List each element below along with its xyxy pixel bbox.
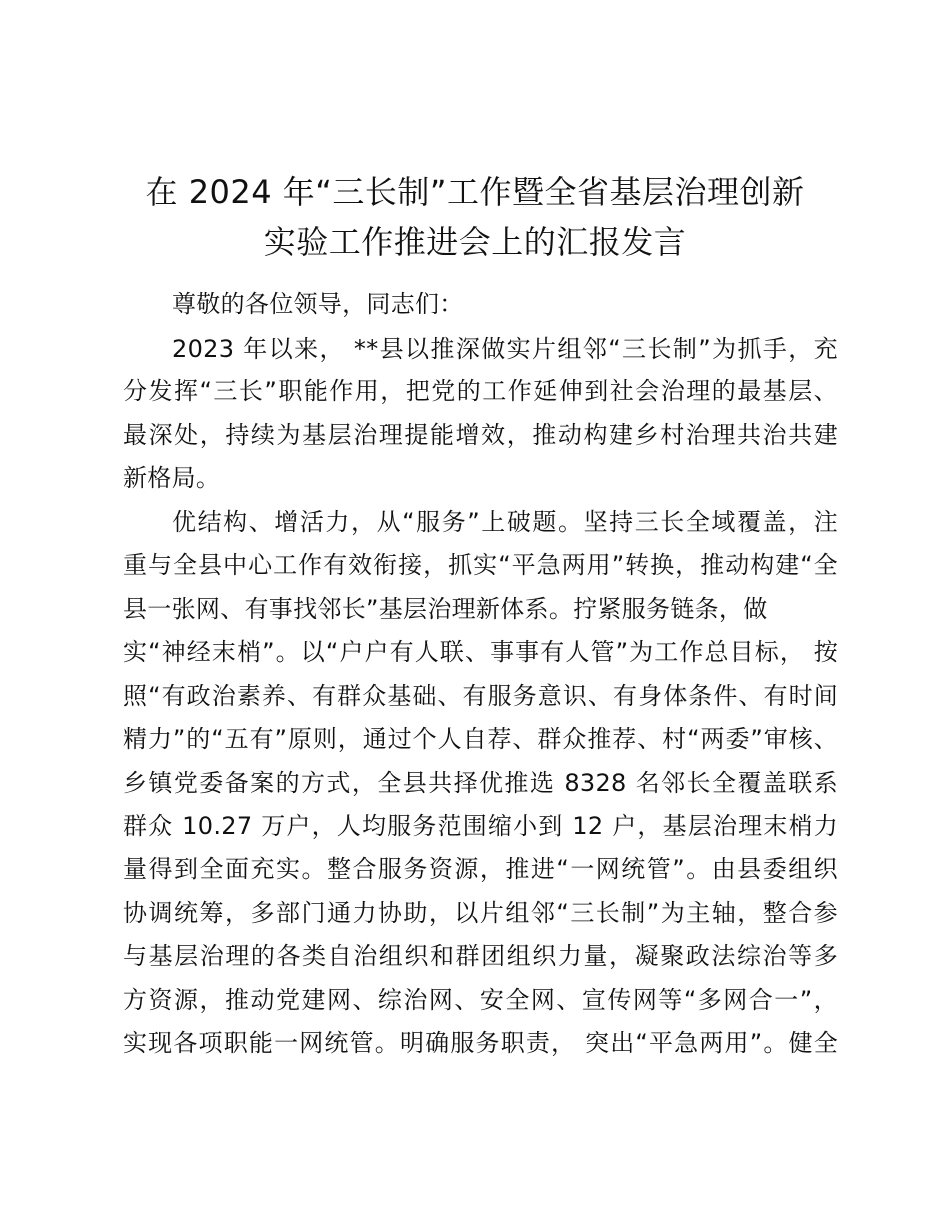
paragraph-line: 分发挥“三长”职能作用，把党的工作延伸到社会治理的最基层、 (123, 377, 838, 405)
paragraph-line: 县一张网、有事找邻长”基层治理新体系。拧紧服务链条，做 (123, 595, 768, 623)
paragraph-line: 重与全县中心工作有效衔接，抓实“平急两用”转换，推动构建“全 (123, 551, 838, 579)
paragraph-line: 量得到全面充实。整合服务资源，推进“一网统管”。由县委组织 (123, 855, 838, 883)
paragraph-line: 2023 年以来， **县以推深做实片组邻“三长制”为抓手，充 (172, 335, 838, 363)
paragraph-line: 与基层治理的各类自治组织和群团组织力量，凝聚政法综治等多 (123, 942, 838, 970)
paragraph-line: 照“有政治素养、有群众基础、有服务意识、有身体条件、有时间 (123, 682, 838, 710)
paragraph-line: 实“神经末梢”。以“户户有人联、事事有人管”为工作总目标， 按 (123, 638, 838, 666)
document-title-line-1: 在 2024 年“三长制”工作暨全省基层治理创新 (145, 173, 805, 211)
paragraph-line: 乡镇党委备案的方式，全县共择优推选 8328 名邻长全覆盖联系 (123, 769, 838, 797)
paragraph-line: 方资源，推动党建网、综治网、安全网、宣传网等“多网合一”， (123, 986, 838, 1014)
paragraph-line: 最深处，持续为基层治理提能增效，推动构建乡村治理共治共建 (123, 421, 838, 449)
paragraph-line: 新格局。 (123, 464, 221, 492)
paragraph-line: 优结构、增活力，从“服务”上破题。坚持三长全域覆盖，注 (172, 508, 838, 536)
document-title-line-2: 实验工作推进会上的汇报发言 (263, 223, 687, 261)
paragraph-line: 协调统筹，多部门通力协助，以片组邻“三长制”为主轴，整合参 (123, 899, 838, 927)
paragraph-line: 精力”的“五有”原则，通过个人自荐、群众推荐、村“两委”审核、 (123, 725, 838, 753)
paragraph-line: 群众 10.27 万户，人均服务范围缩小到 12 户，基层治理末梢力 (123, 812, 838, 840)
salutation: 尊敬的各位领导，同志们： (172, 290, 464, 318)
paragraph-line: 实现各项职能一网统管。明确服务职责， 突出“平急两用”。健全 (123, 1029, 838, 1057)
